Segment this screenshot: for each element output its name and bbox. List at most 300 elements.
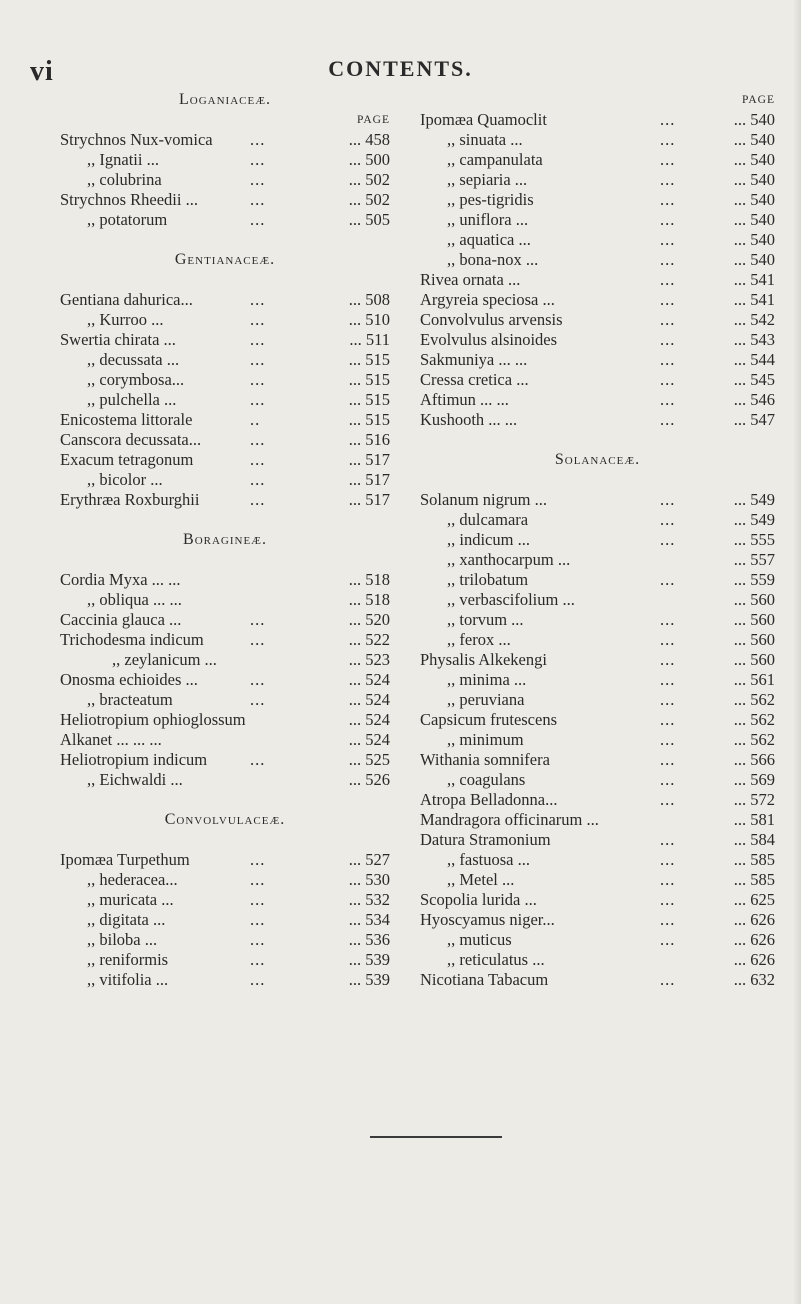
- entry-name: ,, bicolor ...: [87, 470, 163, 489]
- entry-leader: ...: [660, 410, 676, 429]
- contents-entry: [420, 770, 775, 790]
- entry-page-number: ... 562: [733, 690, 775, 709]
- entry-name: ,, campanulata: [447, 150, 543, 169]
- contents-entry: [420, 250, 775, 270]
- entry-name: Aftimun ... ...: [420, 390, 509, 409]
- entry-page-number: ... 632: [733, 970, 775, 989]
- page-number: vi: [30, 56, 54, 87]
- contents-entry: [420, 210, 775, 230]
- entry-page-number: ... 560: [733, 650, 775, 669]
- entry-page-number: ... 524: [348, 730, 390, 749]
- spacer: [420, 430, 775, 450]
- entry-name: Rivea ornata ...: [420, 270, 521, 289]
- contents-entry: [420, 810, 775, 830]
- entry-page-number: ... 505: [348, 210, 390, 229]
- entry-name: ,, bracteatum: [87, 690, 173, 709]
- entry-name: Onosma echioides ...: [60, 670, 198, 689]
- entry-name: ,, trilobatum: [447, 570, 529, 589]
- entry-page-number: ... 545: [733, 370, 775, 389]
- entry-leader: ...: [660, 710, 676, 729]
- contents-entry: [60, 490, 390, 510]
- contents-entry: [60, 450, 390, 470]
- entry-name: Ipomæa Turpethum: [60, 850, 190, 869]
- entry-leader: ...: [660, 170, 676, 189]
- entry-leader: ...: [660, 930, 676, 949]
- entry-leader: ...: [250, 370, 266, 389]
- entry-page-number: ... 508: [348, 290, 390, 309]
- entry-page-number: ... 562: [733, 710, 775, 729]
- entry-name: Mandragora officinarum ...: [420, 810, 599, 829]
- entry-leader: ...: [660, 630, 676, 649]
- entry-page-number: ... 522: [348, 630, 390, 649]
- entry-page-number: ... 560: [733, 590, 775, 609]
- entry-name: Canscora decussata...: [60, 430, 202, 449]
- entry-page-number: ... 515: [348, 370, 390, 389]
- entry-leader: ...: [660, 870, 676, 889]
- entry-page-number: ... 540: [733, 150, 775, 169]
- entry-page-number: ... 526: [348, 770, 390, 789]
- entry-page-number: ... 541: [733, 270, 775, 289]
- entry-page-number: ... 540: [733, 210, 775, 229]
- entry-name: ,, minimum: [447, 730, 524, 749]
- entry-name: Atropa Belladonna...: [420, 790, 558, 809]
- entry-name: ,, Ignatii ...: [87, 150, 159, 169]
- contents-entry: [60, 310, 390, 330]
- contents-entry: [60, 910, 390, 930]
- entry-page-number: ... 549: [733, 490, 775, 509]
- contents-entry: [420, 590, 775, 610]
- entry-name: ,, decussata ...: [87, 350, 180, 369]
- contents-entry: [420, 730, 775, 750]
- contents-entry: [60, 710, 390, 730]
- entry-leader: ...: [250, 430, 266, 449]
- entry-leader: ...: [660, 210, 676, 229]
- entry-leader: ...: [660, 190, 676, 209]
- entry-leader: ...: [660, 830, 676, 849]
- footer-rule: [370, 1136, 502, 1138]
- spacer: [60, 550, 390, 570]
- contents-entry: [420, 910, 775, 930]
- contents-entry: [420, 690, 775, 710]
- entry-page-number: ... 585: [733, 850, 775, 869]
- contents-entry: [60, 770, 390, 790]
- entry-page-number: ... 517: [348, 490, 390, 509]
- entry-name: ,, indicum ...: [447, 530, 530, 549]
- entry-name: Argyreia speciosa ...: [420, 290, 555, 309]
- contents-entry: [420, 530, 775, 550]
- entry-page-number: ... 560: [733, 630, 775, 649]
- contents-entry: [60, 210, 390, 230]
- entry-name: ,, vitifolia ...: [87, 970, 169, 989]
- contents-right-column: [420, 90, 775, 990]
- entry-name: ,, aquatica ...: [447, 230, 531, 249]
- entry-leader: ...: [660, 150, 676, 169]
- entry-name: ,, hederacea...: [87, 870, 178, 889]
- entry-page-number: ... 544: [733, 350, 775, 369]
- entry-name: Physalis Alkekengi: [420, 650, 547, 669]
- entry-page-number: ... 502: [348, 190, 390, 209]
- entry-page-number: ... 527: [348, 850, 390, 869]
- contents-entry: [60, 690, 390, 710]
- contents-entry: [420, 410, 775, 430]
- contents-entry: [420, 290, 775, 310]
- family-heading: Convolvulaceæ.: [164, 811, 286, 828]
- entry-name: ,, Kurroo ...: [87, 310, 164, 329]
- entry-name: Withania somnifera: [420, 750, 550, 769]
- entry-leader: ...: [660, 370, 676, 389]
- entry-name: ,, minima ...: [447, 670, 527, 689]
- entry-leader: ...: [250, 670, 266, 689]
- entry-leader: ...: [250, 170, 266, 189]
- entry-page-number: ... 516: [348, 430, 390, 449]
- entry-leader: ...: [250, 130, 266, 149]
- entry-leader: ...: [660, 310, 676, 329]
- entry-page-number: ... 524: [348, 690, 390, 709]
- entry-leader: ...: [250, 690, 266, 709]
- entry-page-number: ... 539: [348, 970, 390, 989]
- entry-name: ,, xanthocarpum ...: [447, 550, 571, 569]
- entry-page-number: ... 524: [348, 670, 390, 689]
- entry-leader: ...: [250, 150, 266, 169]
- entry-name: Sakmuniya ... ...: [420, 350, 528, 369]
- entry-name: Strychnos Rheedii ...: [60, 190, 198, 209]
- contents-entry: [420, 110, 775, 130]
- family-heading: Solanaceæ.: [554, 451, 641, 468]
- contents-entry: [420, 650, 775, 670]
- entry-page-number: ... 524: [348, 710, 390, 729]
- entry-leader: ...: [250, 970, 266, 989]
- entry-leader: ...: [660, 890, 676, 909]
- entry-page-number: ... 517: [348, 450, 390, 469]
- contents-entry: [60, 150, 390, 170]
- entry-leader: ...: [660, 490, 676, 509]
- entry-leader: ...: [660, 110, 676, 129]
- entry-name: ,, dulcamara: [447, 510, 529, 529]
- entry-leader: ...: [250, 870, 266, 889]
- contents-entry: [420, 710, 775, 730]
- entry-page-number: ... 543: [733, 330, 775, 349]
- contents-entry: [420, 310, 775, 330]
- contents-entry: [420, 270, 775, 290]
- contents-entry: [60, 350, 390, 370]
- entry-leader: ...: [250, 910, 266, 929]
- entry-page-number: ... 515: [348, 410, 390, 429]
- entry-name: Alkanet ... ... ...: [60, 730, 162, 749]
- entry-leader: ...: [660, 670, 676, 689]
- entry-name: ,, muricata ...: [87, 890, 174, 909]
- entry-page-number: ... 542: [733, 310, 775, 329]
- entry-name: Capsicum frutescens: [420, 710, 558, 729]
- entry-leader: ...: [250, 390, 266, 409]
- entry-page-number: ... 518: [348, 570, 390, 589]
- entry-name: Caccinia glauca ...: [60, 610, 182, 629]
- contents-entry: [420, 970, 775, 990]
- entry-page-number: ... 520: [348, 610, 390, 629]
- entry-name: ,, muticus: [447, 930, 512, 949]
- spacer: [60, 270, 390, 290]
- entry-leader: ...: [660, 330, 676, 349]
- entry-leader: ...: [250, 630, 266, 649]
- contents-entry: [420, 390, 775, 410]
- page-edge: [793, 0, 801, 1304]
- entry-page-number: ... 540: [733, 190, 775, 209]
- entry-name: Hyoscyamus niger...: [420, 910, 555, 929]
- entry-leader: ...: [250, 950, 266, 969]
- entry-name: ,, Metel ...: [447, 870, 515, 889]
- entry-leader: ...: [660, 650, 676, 669]
- entry-leader: ...: [250, 750, 266, 769]
- contents-entry: [60, 650, 390, 670]
- spacer: [60, 230, 390, 250]
- contents-entry: [420, 670, 775, 690]
- contents-entry: [60, 870, 390, 890]
- entry-page-number: ... 569: [733, 770, 775, 789]
- entry-name: Heliotropium ophioglossum: [60, 710, 246, 729]
- spacer: [420, 470, 775, 490]
- entry-page-number: ... 559: [733, 570, 775, 589]
- entry-name: ,, fastuosa ...: [447, 850, 530, 869]
- entry-name: ,, digitata ...: [87, 910, 166, 929]
- entry-page-number: ... 540: [733, 250, 775, 269]
- contents-entry: [420, 610, 775, 630]
- entry-page-number: ... 549: [733, 510, 775, 529]
- entry-leader: ...: [250, 610, 266, 629]
- entry-name: ,, obliqua ... ...: [87, 590, 182, 609]
- contents-entry: [60, 190, 390, 210]
- entry-page-number: ... 555: [733, 530, 775, 549]
- entry-leader: ...: [250, 350, 266, 369]
- entry-leader: ...: [660, 610, 676, 629]
- entry-page-number: ... 541: [733, 290, 775, 309]
- entry-leader: ...: [660, 910, 676, 929]
- contents-entry: [420, 490, 775, 510]
- entry-name: Strychnos Nux-vomica: [60, 130, 213, 149]
- entry-leader: ...: [660, 270, 676, 289]
- contents-entry: [420, 850, 775, 870]
- entry-name: Scopolia lurida ...: [420, 890, 537, 909]
- contents-entry: [60, 410, 390, 430]
- contents-entry: [60, 850, 390, 870]
- entry-name: ,, colubrina: [87, 170, 162, 189]
- contents-entry: [420, 550, 775, 570]
- contents-entry: [420, 930, 775, 950]
- contents-entry: [60, 750, 390, 770]
- entry-name: ,, verbascifolium ...: [447, 590, 575, 609]
- entry-page-number: ... 540: [733, 110, 775, 129]
- entry-name: Kushooth ... ...: [420, 410, 518, 429]
- entry-leader: ...: [250, 470, 266, 489]
- entry-leader: ...: [660, 730, 676, 749]
- entry-page-number: ... 566: [733, 750, 775, 769]
- entry-page-number: ... 500: [348, 150, 390, 169]
- entry-name: ,, Eichwaldi ...: [87, 770, 183, 789]
- contents-entry: [420, 750, 775, 770]
- entry-name: ,, zeylanicum ...: [112, 650, 217, 669]
- entry-leader: ...: [250, 290, 266, 309]
- family-heading: Gentianaceæ.: [174, 251, 276, 268]
- page-column-label: PAGE: [357, 114, 390, 126]
- entry-name: ,, reniformis: [87, 950, 169, 969]
- entry-leader: ...: [250, 930, 266, 949]
- entry-leader: ...: [250, 210, 266, 229]
- entry-leader: ...: [660, 130, 676, 149]
- spacer: [60, 510, 390, 530]
- entry-name: ,, pulchella ...: [87, 390, 177, 409]
- entry-name: ,, corymbosa...: [87, 370, 185, 389]
- entry-name: ,, reticulatus ...: [447, 950, 545, 969]
- entry-leader: ...: [660, 750, 676, 769]
- entry-page-number: ... 584: [733, 830, 775, 849]
- entry-name: Ipomæa Quamoclit: [420, 110, 547, 129]
- family-heading: Loganiaceæ.: [179, 91, 271, 108]
- entry-page-number: ... 530: [348, 870, 390, 889]
- family-heading: Boragineæ.: [183, 531, 267, 548]
- entry-page-number: ... 540: [733, 230, 775, 249]
- entry-name: Cressa cretica ...: [420, 370, 529, 389]
- entry-page-number: ... 511: [349, 330, 390, 349]
- entry-page-number: ... 557: [733, 550, 775, 569]
- entry-page-number: ... 561: [733, 670, 775, 689]
- entry-leader: ...: [660, 770, 676, 789]
- entry-leader: ...: [250, 450, 266, 469]
- entry-page-number: ... 539: [348, 950, 390, 969]
- entry-page-number: ... 626: [733, 910, 775, 929]
- entry-page-number: ... 625: [733, 890, 775, 909]
- entry-name: ,, potatorum: [87, 210, 168, 229]
- entry-name: Trichodesma indicum: [60, 630, 204, 649]
- contents-entry: [60, 130, 390, 150]
- entry-page-number: ... 458: [348, 130, 390, 149]
- contents-entry: [420, 890, 775, 910]
- entry-leader: ...: [660, 690, 676, 709]
- entry-leader: ...: [660, 510, 676, 529]
- contents-entry: [420, 790, 775, 810]
- entry-name: ,, sinuata ...: [447, 130, 523, 149]
- entry-leader: ...: [250, 490, 266, 509]
- entry-leader: ...: [660, 230, 676, 249]
- entry-leader: ..: [250, 410, 261, 429]
- contents-left-column: [60, 90, 390, 990]
- entry-leader: ...: [250, 890, 266, 909]
- contents-entry: [420, 870, 775, 890]
- entry-name: Exacum tetragonum: [60, 450, 194, 469]
- contents-entry: [420, 630, 775, 650]
- contents-entry: [60, 470, 390, 490]
- entry-leader: ...: [250, 310, 266, 329]
- entry-leader: ...: [660, 850, 676, 869]
- entry-page-number: ... 540: [733, 130, 775, 149]
- entry-page-number: ... 560: [733, 610, 775, 629]
- entry-name: ,, coagulans: [447, 770, 526, 789]
- entry-leader: ...: [660, 570, 676, 589]
- contents-entry: [420, 150, 775, 170]
- entry-name: Evolvulus alsinoides: [420, 330, 558, 349]
- entry-page-number: ... 585: [733, 870, 775, 889]
- entry-page-number: ... 581: [733, 810, 775, 829]
- entry-leader: ...: [250, 330, 266, 349]
- entry-page-number: ... 626: [733, 930, 775, 949]
- contents-entry: [420, 130, 775, 150]
- contents-entry: [420, 230, 775, 250]
- entry-name: ,, torvum ...: [447, 610, 524, 629]
- contents-entry: [60, 290, 390, 310]
- entry-name: Enicostema littorale: [60, 410, 193, 429]
- contents-entry: [420, 370, 775, 390]
- entry-page-number: ... 532: [348, 890, 390, 909]
- contents-entry: [60, 950, 390, 970]
- contents-entry: [60, 630, 390, 650]
- entry-name: Datura Stramonium: [420, 830, 551, 849]
- contents-entry: [60, 670, 390, 690]
- entry-page-number: ... 626: [733, 950, 775, 969]
- entry-leader: ...: [660, 530, 676, 549]
- contents-entry: [60, 170, 390, 190]
- contents-entry: [420, 950, 775, 970]
- entry-page-number: ... 518: [348, 590, 390, 609]
- entry-name: Cordia Myxa ... ...: [60, 570, 181, 589]
- entry-page-number: ... 515: [348, 390, 390, 409]
- contents-entry: [60, 970, 390, 990]
- entry-name: ,, peruviana: [447, 690, 525, 709]
- entry-leader: ...: [660, 970, 676, 989]
- contents-entry: [60, 590, 390, 610]
- entry-page-number: ... 534: [348, 910, 390, 929]
- contents-entry: [60, 330, 390, 350]
- entry-leader: ...: [660, 390, 676, 409]
- entry-name: Solanum nigrum ...: [420, 490, 547, 509]
- entry-page-number: ... 562: [733, 730, 775, 749]
- contents-entry: [420, 830, 775, 850]
- entry-name: Convolvulus arvensis: [420, 310, 563, 329]
- entry-name: Gentiana dahurica...: [60, 290, 193, 309]
- contents-entry: [420, 570, 775, 590]
- entry-page-number: ... 502: [348, 170, 390, 189]
- entry-leader: ...: [660, 290, 676, 309]
- entry-name: ,, ferox ...: [447, 630, 511, 649]
- contents-entry: [420, 190, 775, 210]
- running-head: CONTENTS.: [328, 56, 473, 81]
- entry-name: Swertia chirata ...: [60, 330, 176, 349]
- entry-page-number: ... 572: [733, 790, 775, 809]
- entry-page-number: ... 546: [733, 390, 775, 409]
- entry-page-number: ... 525: [348, 750, 390, 769]
- entry-leader: ...: [660, 250, 676, 269]
- spacer: [60, 790, 390, 810]
- contents-entry: [60, 390, 390, 410]
- entry-page-number: ... 536: [348, 930, 390, 949]
- contents-entry: [420, 170, 775, 190]
- entry-page-number: ... 517: [348, 470, 390, 489]
- spacer: [60, 830, 390, 850]
- entry-name: Heliotropium indicum: [60, 750, 208, 769]
- contents-entry: [420, 330, 775, 350]
- page-column-label: PAGE: [742, 94, 775, 106]
- entry-name: ,, sepiaria ...: [447, 170, 528, 189]
- contents-entry: [60, 370, 390, 390]
- contents-entry: [420, 350, 775, 370]
- entry-page-number: ... 510: [348, 310, 390, 329]
- entry-leader: ...: [660, 350, 676, 369]
- contents-entry: [60, 570, 390, 590]
- contents-entry: [60, 430, 390, 450]
- entry-page-number: ... 523: [348, 650, 390, 669]
- contents-entry: [60, 730, 390, 750]
- entry-leader: ...: [250, 190, 266, 209]
- entry-page-number: ... 547: [733, 410, 775, 429]
- contents-entry: [60, 930, 390, 950]
- entry-name: Erythræa Roxburghii: [60, 490, 200, 509]
- entry-leader: ...: [250, 850, 266, 869]
